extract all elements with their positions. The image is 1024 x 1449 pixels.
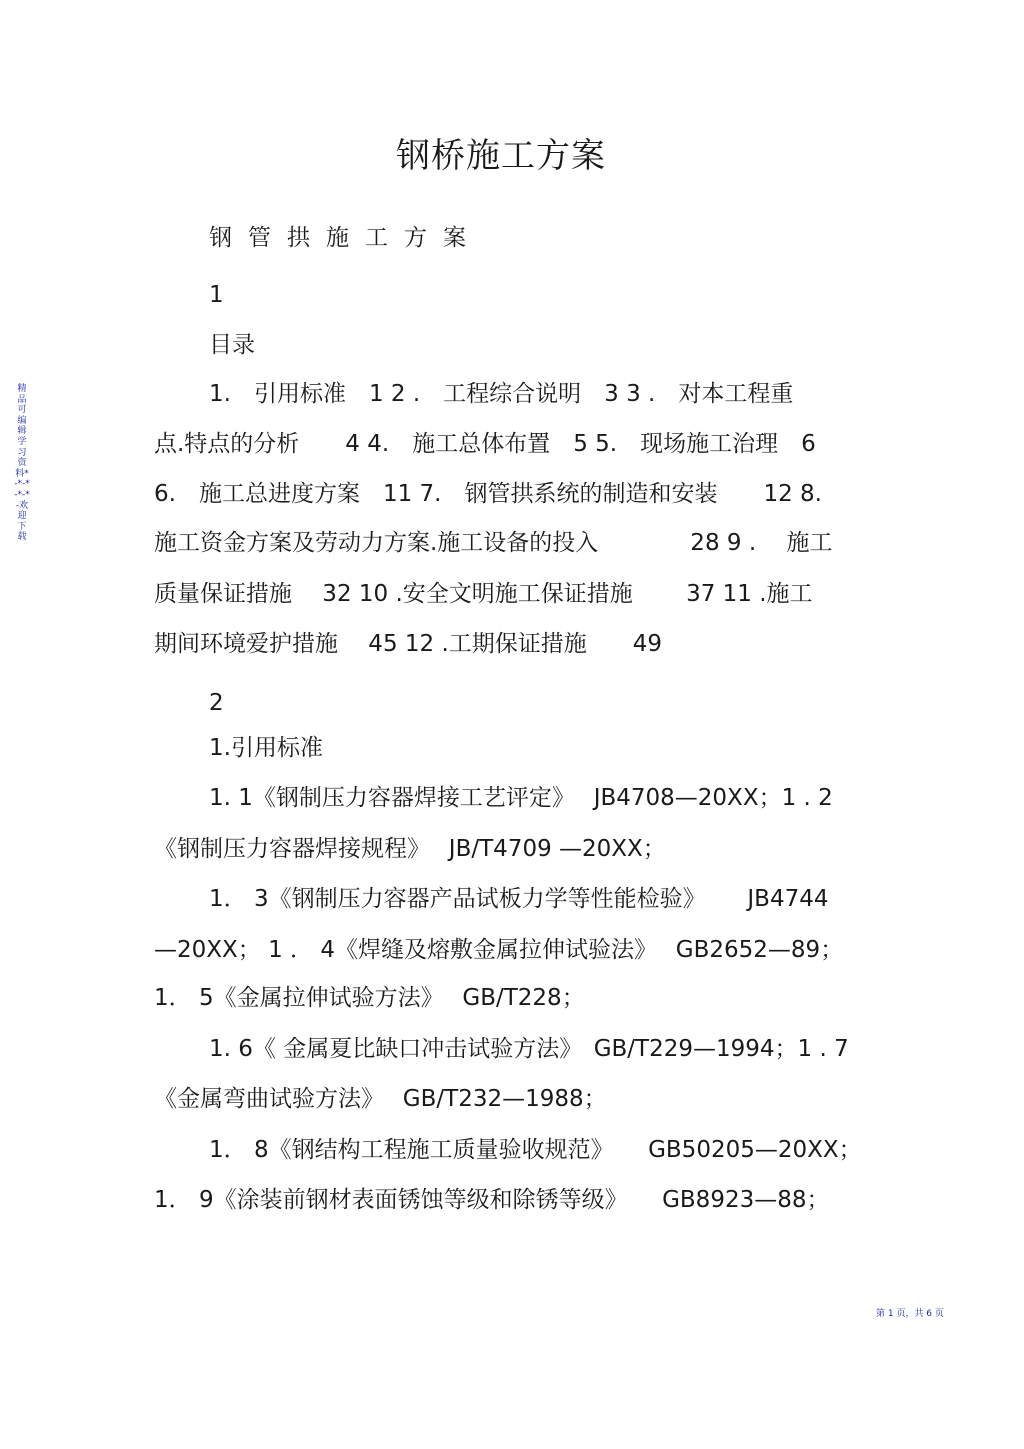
standard-line: —20XX； 1 ． 4《焊缝及熔敷金属拉伸试验法》 GB2652—89； bbox=[154, 937, 844, 963]
page-marker-2: 2 bbox=[209, 690, 224, 716]
standard-line: 《金属弯曲试验方法》 GB/T232—1988； bbox=[154, 1086, 607, 1112]
toc-line: 施工资金方案及劳动力方案.施工设备的投入 28 9 . 施工 bbox=[154, 530, 833, 556]
standard-line: 1． 8《钢结构工程施工质量验收规范》 GB50205—20XX； bbox=[209, 1137, 862, 1163]
toc-heading: 目录 bbox=[209, 332, 255, 358]
toc-line: 期间环境爱护措施 45 12 .工期保证措施 49 bbox=[154, 631, 663, 657]
standard-line: 1. 6《 金属夏比缺口冲击试验方法》 GB/T229—1994；1 . 7 bbox=[209, 1036, 849, 1062]
standard-line: 1． 9《涂装前钢材表面锈蚀等级和除锈等级》 GB8923—88； bbox=[154, 1187, 830, 1213]
section-heading: 1.引用标准 bbox=[209, 735, 323, 761]
sidebar-watermark-text: 精品可编辑学习资料*-*-*-*-*-欢迎下载 bbox=[14, 384, 30, 543]
standard-line: 1． 3《钢制压力容器产品试板力学等性能检验》 JB4744 bbox=[209, 886, 829, 912]
toc-line: 点.特点的分析 4 4. 施工总体布置 5 5. 现场施工治理 6 bbox=[154, 431, 816, 457]
document-title: 钢桥施工方案 bbox=[396, 136, 606, 176]
document-subtitle: 钢管拱施工方案 bbox=[209, 225, 482, 251]
standard-line: 1. 1《钢制压力容器焊接工艺评定》 JB4708—20XX；1 . 2 bbox=[209, 785, 833, 811]
standard-line: 《钢制压力容器焊接规程》 JB/T4709 —20XX； bbox=[154, 836, 666, 862]
toc-line: 1. 引用标准 1 2 . 工程综合说明 3 3 . 对本工程重 bbox=[209, 381, 794, 407]
standard-line: 1． 5《金属拉伸试验方法》 GB/T228； bbox=[154, 985, 585, 1011]
page-footer: 第 1 页，共 6 页 bbox=[876, 1309, 944, 1319]
page-marker-1: 1 bbox=[209, 282, 224, 308]
toc-line: 6. 施工总进度方案 11 7. 钢管拱系统的制造和安装 12 8. bbox=[154, 481, 822, 507]
toc-line: 质量保证措施 32 10 .安全文明施工保证措施 37 11 .施工 bbox=[154, 581, 813, 607]
